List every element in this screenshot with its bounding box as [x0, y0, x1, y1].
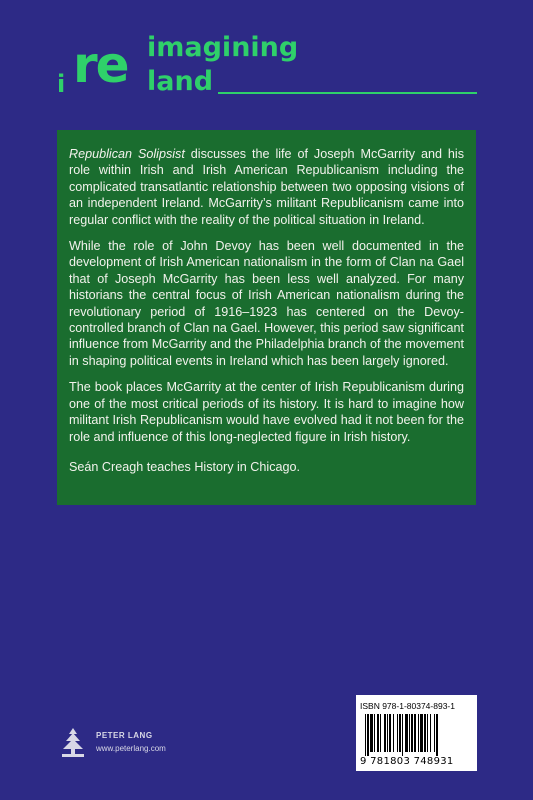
barcode-block	[356, 695, 477, 771]
peter-lang-logo-icon	[56, 726, 90, 760]
logo-underline	[218, 92, 477, 94]
author-note: Seán Creagh teaches History in Chicago.	[69, 459, 301, 474]
blurb-paragraph-1-text: discusses the life of Joseph McGarrity and his role within Irish and Irish American Republicanism including the complicated transatlantic relationship between two opposing visions of an independent Ireland. McGarrity’s militant Republicanism came into regular conflict with the reality of the political situation in Ireland.	[69, 147, 465, 227]
blurb-paragraph-3: The book places McGarrity at the center of Irish Republicanism during one of the most critical periods of its history. It is hard to imagine how militant Irish Republicanism would have evolved had it not been for the role and influence of this long-neglected figure in Irish history.	[69, 380, 464, 444]
publisher-name: PETER LANG	[96, 731, 153, 740]
blurb-paragraph-1	[69, 146, 464, 228]
blurb-panel	[57, 130, 476, 505]
barcode-digits: 9 781803 748931	[360, 756, 454, 767]
blurb-paragraph-2: While the role of John Devoy has been well documented in the development of Irish American nationalism in the form of Clan na Gael that of Joseph McGarrity has been less well analyzed. For many historians the central focus of Irish American nationalism during the revolutionary period of 1916–1923 has centered on the Devoy-controlled branch of Clan na Gael. However, this period saw significant influence from McGarrity and the Philadelphia branch of the movement in shaping political events in Ireland which has been largely ignored.	[69, 239, 464, 368]
publisher-block	[56, 726, 196, 762]
isbn-label: ISBN 978-1-80374-893-1	[360, 701, 455, 711]
series-logo	[57, 28, 477, 100]
barcode-icon	[365, 714, 469, 756]
logo-re: re	[73, 36, 128, 94]
logo-land: land	[147, 66, 214, 97]
book-title: Republican Solipsist	[69, 147, 185, 161]
logo-letter-i: i	[57, 70, 66, 98]
logo-imagining: imagining	[147, 32, 299, 63]
publisher-url: www.peterlang.com	[96, 744, 166, 753]
